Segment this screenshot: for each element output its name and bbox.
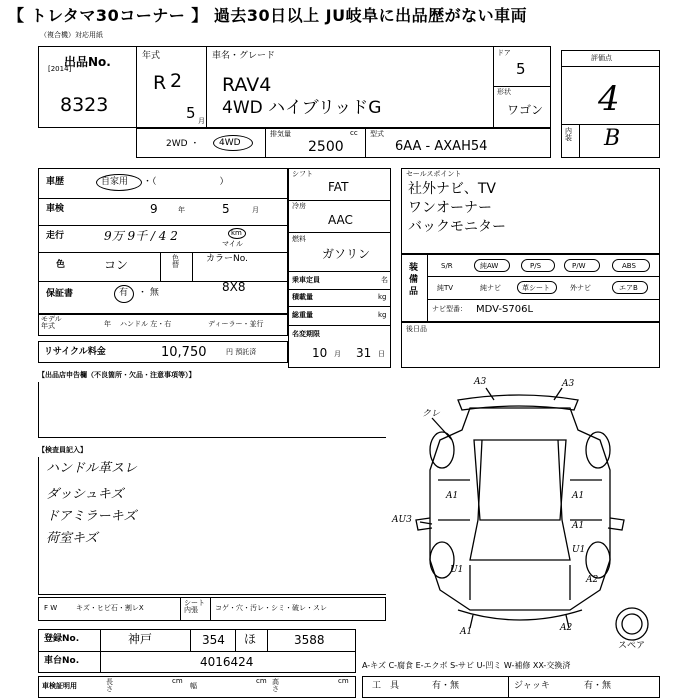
load-unit: kg	[378, 293, 387, 301]
cert-length: 長さ	[106, 678, 113, 693]
cert-width-unit: cm	[256, 677, 267, 685]
mark-a-right: A1	[572, 521, 585, 531]
displacement-label: 排気量	[270, 130, 291, 138]
registration-number: 3588	[294, 633, 325, 647]
spare-label: スペア	[618, 641, 646, 651]
legend-items: キズ・ヒビ石・割レX	[76, 604, 144, 612]
inspection-year-unit: 年	[178, 206, 185, 214]
year-label: 年式	[142, 51, 161, 61]
shift-label: シフト	[292, 170, 313, 178]
mark-scratch: クレ	[422, 409, 441, 419]
gross-unit: kg	[378, 311, 387, 319]
lot-year-tag: [2014]	[48, 65, 72, 73]
model-year-label: モデル年式	[41, 315, 62, 330]
change-day-unit: 日	[378, 350, 385, 358]
header-banner: 【 トレタマ30コーナー 】 過去30日以上 JU岐阜に出品歴がない車両	[8, 6, 528, 25]
registration-label: 登録No.	[44, 634, 80, 644]
tools-box	[362, 676, 660, 698]
car-name: RAV4	[222, 74, 272, 96]
mark-au3: AU3	[392, 515, 412, 525]
legend-seat-label: シート内張	[184, 599, 205, 614]
drive-selected: 4WD	[219, 138, 241, 148]
interior-label: 内装	[565, 127, 572, 142]
seller-notes-label: 【出品店申告欄（不良箇所・欠品・注意事項等）】	[38, 371, 196, 379]
legend-fw: F W	[44, 604, 58, 612]
damage-codes: A-キズ C-腐食 E-エクボ S-サビ U-凹ミ W-補修 XX-交換済	[362, 661, 571, 670]
color-label: 色	[56, 260, 66, 270]
mile-label: マイル	[222, 240, 243, 248]
registration-region: 神戸	[128, 632, 153, 646]
inspector-label: 【検査員記入】	[38, 446, 87, 454]
mileage-label: 走行	[46, 231, 65, 241]
inspection-month-unit: 月	[252, 206, 259, 214]
inspection-label: 車検	[46, 204, 65, 214]
equip-aw: 純AW	[480, 262, 499, 270]
mark-u1-left: U1	[450, 565, 464, 575]
year-era: R	[153, 72, 167, 94]
chassis-label: 車台No.	[44, 656, 80, 666]
equip-pw: P/W	[572, 262, 586, 270]
change-month-unit: 月	[334, 350, 341, 358]
selling-point-1: 社外ナビ、TV	[408, 181, 496, 197]
cert-box	[38, 676, 356, 698]
score-label: 評価点	[591, 54, 612, 62]
capacity-label: 乗車定員	[292, 276, 320, 284]
shape-value: ワゴン	[507, 103, 544, 117]
mileage-value: 9万 9千 / 4 2	[104, 229, 178, 243]
jack-label: ジャッキ	[514, 681, 550, 691]
recycle-amount: 10,750	[161, 345, 207, 360]
color-value: コン	[104, 258, 129, 272]
dealer-label: ディーラー・並行	[208, 320, 264, 328]
cert-width: 幅	[190, 682, 197, 690]
change-label: 名変期限	[292, 330, 320, 338]
history-value: 自家用	[101, 177, 129, 187]
inspector-note-3: ドアミラーキズ	[46, 509, 137, 524]
selling-point-2: ワンオーナー	[408, 200, 492, 216]
interior-score: B	[604, 126, 621, 151]
equip-airbag: エアB	[619, 284, 638, 292]
tools-label: 工 具	[372, 681, 400, 691]
color-no-value: 8X8	[222, 280, 246, 294]
model-year-unit: 年	[104, 320, 111, 328]
mark-a3-right: A3	[562, 379, 575, 389]
cert-height-unit: cm	[338, 677, 349, 685]
mark-a3-left: A3	[474, 377, 487, 387]
tools-value: 有・無	[432, 681, 460, 691]
chassis-value: 4016424	[200, 655, 254, 669]
mark-a1-right: A1	[572, 491, 585, 501]
registration-kana: ほ	[244, 632, 257, 646]
equip-navi: 純ナビ	[480, 284, 501, 292]
later-install-label: 後日品	[406, 325, 427, 333]
selling-point-3: バックモニター	[408, 219, 506, 235]
color-no-label: カラーNo.	[206, 254, 248, 264]
equip-abs: ABS	[622, 262, 636, 270]
change-day: 31	[356, 346, 372, 360]
cert-length-unit: cm	[172, 677, 183, 685]
capacity-unit: 名	[381, 276, 388, 284]
shape-label: 形状	[497, 88, 511, 96]
navi-label: ナビ型番：	[432, 305, 467, 313]
ac-label: 冷房	[292, 202, 306, 210]
doors-label: ドア	[497, 49, 511, 57]
year-value: 2	[170, 70, 183, 92]
shift-value: FAT	[328, 180, 349, 194]
mark-a1-left: A1	[446, 491, 459, 501]
recycle-unit: 円 預託済	[226, 348, 257, 356]
score-overall: 4	[598, 79, 620, 119]
model-label: 型式	[370, 130, 384, 138]
selling-points-label: セールスポイント	[406, 170, 462, 178]
registration-class: 354	[202, 633, 225, 647]
month-unit: 月	[198, 117, 205, 125]
cc-unit: cc	[350, 129, 358, 137]
car-grade: 4WD ハイブリッドG	[222, 98, 382, 118]
drive-options: 2WD ・	[166, 139, 200, 149]
inspector-note-1: ハンドル革スレ	[46, 461, 138, 476]
equip-sr: S/R	[441, 262, 453, 270]
model-value: 6AA - AXAH54	[395, 139, 488, 154]
equip-ps: P/S	[530, 262, 542, 270]
warranty-label: 保証書	[46, 289, 74, 299]
header-sub: （複合機）対応用紙	[40, 31, 103, 39]
navi-model: MDV-S706L	[476, 304, 534, 315]
history-label: 車歴	[46, 177, 65, 187]
mark-a2-right: A2	[586, 575, 599, 585]
displacement-value: 2500	[308, 139, 344, 155]
lot-number: 8323	[60, 94, 109, 116]
jack-value: 有・無	[584, 681, 612, 691]
equip-tv: 純TV	[437, 284, 454, 292]
km-label: km	[231, 229, 242, 237]
equip-seat: 革シート	[522, 284, 550, 292]
ac-value: AAC	[328, 213, 353, 227]
mark-u1-right: U1	[572, 545, 586, 555]
name-label: 車名・グレード	[212, 51, 276, 61]
equip-ext-navi: 外ナビ	[570, 284, 591, 292]
cert-height: 高さ	[272, 678, 279, 693]
month-value: 5	[186, 104, 196, 122]
fuel-value: ガソリン	[322, 247, 371, 261]
gross-label: 総重量	[292, 311, 313, 319]
warranty-rest: ・ 無	[138, 288, 159, 298]
inspector-note-4: 荷室キズ	[46, 531, 98, 546]
color-change-label: 色替	[172, 254, 179, 269]
legend-seat-items: コゲ・穴・汚レ・シミ・破レ・スレ	[215, 604, 327, 612]
history-rest: ・（ ）	[143, 177, 229, 187]
mark-a2-front: A2	[560, 623, 573, 633]
handle-label: ハンドル 左・右	[120, 320, 172, 328]
inspection-month: 5	[222, 202, 230, 216]
doors-value: 5	[516, 60, 526, 78]
inspector-note-2: ダッシュキズ	[46, 487, 124, 502]
recycle-label: リサイクル料金	[44, 347, 106, 357]
warranty-yes: 有	[119, 288, 129, 298]
cert-label: 車検証明用	[42, 682, 77, 690]
mark-a1-front: A1	[460, 627, 473, 637]
lot-label: 出品No.	[64, 55, 111, 69]
fuel-label: 燃料	[292, 235, 306, 243]
change-month: 10	[312, 346, 328, 360]
equipment-label: 装備品	[409, 263, 419, 297]
inspection-year: 9	[150, 202, 158, 216]
load-label: 積載量	[292, 293, 313, 301]
